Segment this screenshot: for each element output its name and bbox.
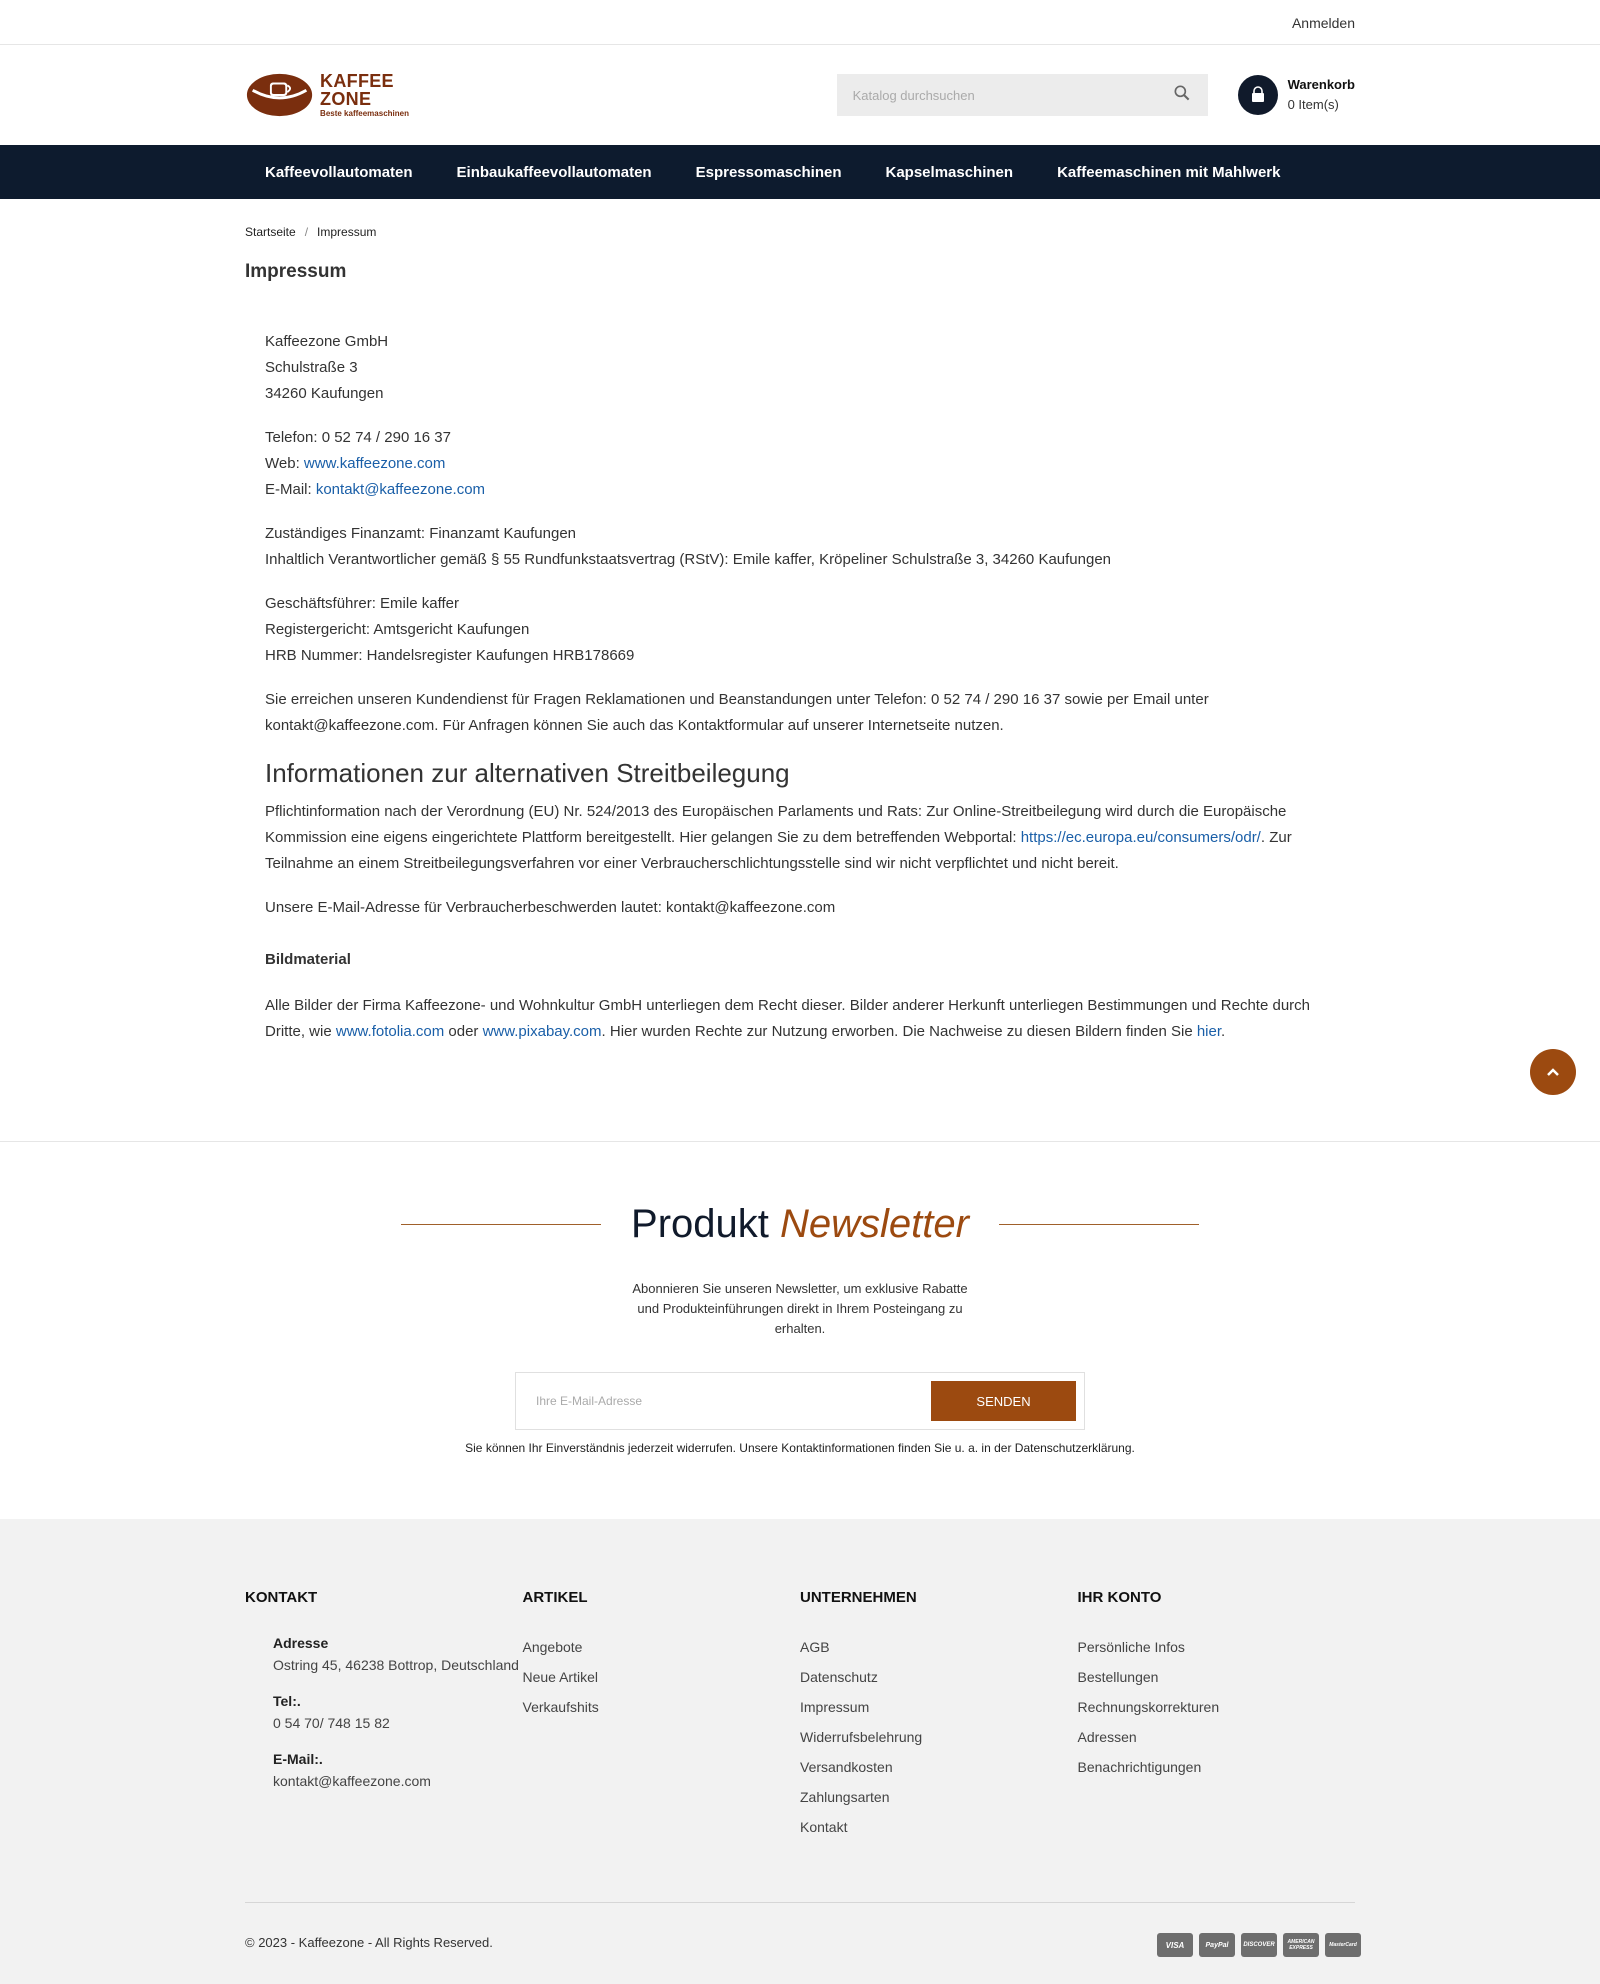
nav-item-einbaukaffeevollautomaten[interactable]: Einbaukaffeevollautomaten bbox=[456, 163, 652, 181]
footer-link-zahlungsarten[interactable]: Zahlungsarten bbox=[800, 1789, 890, 1805]
newsletter-form bbox=[515, 1372, 1085, 1430]
logo-subtitle: Beste kaffeemaschinen bbox=[320, 109, 409, 118]
search-icon[interactable] bbox=[1172, 83, 1192, 108]
company-city: 34260 Kaufungen bbox=[265, 385, 384, 402]
logo-title: KAFFEE ZONE bbox=[320, 71, 394, 109]
tax-block bbox=[265, 521, 1335, 573]
amex-icon: AMERICAN EXPRESS bbox=[1283, 1933, 1319, 1957]
bild-heading: Bildmaterial bbox=[265, 951, 351, 968]
newsletter-section bbox=[0, 1141, 1600, 1519]
newsletter-email-input[interactable] bbox=[536, 1394, 931, 1408]
search-input[interactable] bbox=[853, 88, 1172, 103]
footer-email-label: E-Mail:. bbox=[273, 1751, 323, 1767]
visa-icon: VISA bbox=[1157, 1933, 1193, 1957]
login-link[interactable]: Anmelden bbox=[1291, 14, 1355, 31]
newsletter-divider-left bbox=[401, 1224, 601, 1225]
bild-text-3: . Hier wurden Rechte zur Nutzung erworben. Die Nachweise zu diesen Bildern finden Sie bbox=[601, 1023, 1197, 1040]
footer-link-adressen[interactable]: Adressen bbox=[1077, 1729, 1137, 1745]
footer-divider bbox=[245, 1902, 1355, 1903]
hrb-text: HRB Nummer: Handelsregister Kaufungen HRB178669 bbox=[265, 647, 635, 664]
newsletter-consent-note: Sie können Ihr Einverständnis jederzeit widerrufen. Unsere Kontaktinformationen finden Sie u. a. in der Datenschutzerklärung. bbox=[465, 1441, 1135, 1455]
bild-text-2: oder bbox=[444, 1023, 483, 1040]
footer-tel: 0 54 70/ 748 15 82 bbox=[273, 1715, 390, 1731]
footer-link-versandkosten[interactable]: Versandkosten bbox=[800, 1759, 893, 1775]
payment-methods bbox=[1151, 1933, 1361, 1957]
company-street: Schulstraße 3 bbox=[265, 359, 358, 376]
main-nav bbox=[0, 145, 1600, 199]
cart-count: 0 Item(s) bbox=[1287, 97, 1339, 112]
mastercard-icon: MasterCard bbox=[1325, 1933, 1361, 1957]
footer-link-datenschutz[interactable]: Datenschutz bbox=[800, 1669, 878, 1685]
coffee-cup-logo-icon bbox=[245, 70, 314, 120]
footer-email: kontakt@kaffeezone.com bbox=[273, 1773, 431, 1789]
footer-col-kontakt bbox=[245, 1589, 523, 1842]
footer-artikel-title: ARTIKEL bbox=[522, 1589, 588, 1606]
register-block bbox=[265, 591, 1335, 669]
nav-item-espressomaschinen[interactable]: Espressomaschinen bbox=[695, 163, 842, 181]
hier-link[interactable]: hier bbox=[1196, 1023, 1222, 1040]
search-bar bbox=[837, 74, 1208, 116]
footer-kontakt-title: KONTAKT bbox=[245, 1589, 318, 1606]
bild-text-4: . bbox=[1221, 1023, 1226, 1040]
email-label: E-Mail: bbox=[265, 481, 316, 498]
footer-unternehmen-title: UNTERNEHMEN bbox=[800, 1589, 917, 1606]
newsletter-description: Abonnieren Sie unseren Newsletter, um exklusive Rabatte und Produkteinführungen direkt in Ihrem Posteingang zu erhalten. bbox=[632, 1281, 968, 1336]
nav-item-kapselmaschinen[interactable]: Kapselmaschinen bbox=[885, 163, 1014, 181]
streit-text-1: Pflichtinformation nach der Verordnung (EU) Nr. 524/2013 des Europäischen Parlaments und Rats: Zur Online-Streitbeilegung wird durch die Europäische Kommission eine eigens eingerichtete Plattform bereitgestellt. Hier gelangen Sie zu dem betreffenden Webportal: bbox=[265, 803, 1287, 846]
footer-link-benachrichtigungen[interactable]: Benachrichtigungen bbox=[1077, 1759, 1202, 1775]
footer-tel-label: Tel:. bbox=[273, 1693, 301, 1709]
page-title: Impressum bbox=[245, 261, 347, 282]
breadcrumb bbox=[245, 225, 1355, 239]
header bbox=[0, 45, 1600, 145]
breadcrumb-home[interactable]: Startseite bbox=[245, 225, 296, 239]
beschwerde-text: Unsere E-Mail-Adresse für Verbraucherbeschwerden lautet: kontakt@kaffeezone.com bbox=[265, 899, 836, 916]
email-link[interactable]: kontakt@kaffeezone.com bbox=[315, 481, 486, 498]
footer-link-bestellungen[interactable]: Bestellungen bbox=[1077, 1669, 1159, 1685]
footer-link-neue-artikel[interactable]: Neue Artikel bbox=[522, 1669, 598, 1685]
footer-link-rechnungskorrekturen[interactable]: Rechnungskorrekturen bbox=[1077, 1699, 1220, 1715]
footer-link-impressum[interactable]: Impressum bbox=[800, 1699, 870, 1715]
chevron-up-icon bbox=[1545, 1064, 1561, 1080]
paypal-icon: PayPal bbox=[1199, 1933, 1235, 1957]
newsletter-divider-right bbox=[999, 1224, 1199, 1225]
registergericht-text: Registergericht: Amtsgericht Kaufungen bbox=[265, 621, 530, 638]
footer-link-persoenliche-infos[interactable]: Persönliche Infos bbox=[1077, 1639, 1185, 1655]
newsletter-title bbox=[631, 1202, 969, 1247]
top-bar bbox=[0, 0, 1600, 45]
contact-block bbox=[265, 425, 1335, 503]
footer-link-verkaufshits[interactable]: Verkaufshits bbox=[522, 1699, 599, 1715]
streit-text-2: . Zur Teilnahme an einem Streitbeilegungsverfahren vor einer Verbraucherschlichtungsstelle sind wir nicht verpflichtet und nicht bereit. bbox=[265, 829, 1292, 872]
verantwortlich-text: Inhaltlich Verantwortlicher gemäß § 55 Rundfunkstaatsvertrag (RStV): Emile kaffer, Kröpeliner Schulstraße 3, 34260 Kaufungen bbox=[265, 551, 1112, 568]
footer-link-angebote[interactable]: Angebote bbox=[522, 1639, 583, 1655]
shopping-bag-icon bbox=[1238, 75, 1278, 115]
cart[interactable] bbox=[1238, 75, 1355, 115]
odr-link[interactable]: https://ec.europa.eu/consumers/odr/ bbox=[1020, 829, 1261, 846]
geschaeftsfuehrer-text: Geschäftsführer: Emile kaffer bbox=[265, 595, 459, 612]
nav-item-kaffeevollautomaten[interactable]: Kaffeevollautomaten bbox=[265, 163, 413, 181]
pixabay-link[interactable]: www.pixabay.com bbox=[482, 1023, 602, 1040]
streit-heading: Informationen zur alternativen Streitbeilegung bbox=[265, 758, 790, 788]
finanzamt-text: Zuständiges Finanzamt: Finanzamt Kaufungen bbox=[265, 525, 577, 542]
footer-link-agb[interactable]: AGB bbox=[800, 1639, 830, 1655]
web-label: Web: bbox=[265, 455, 304, 472]
phone-text: Telefon: 0 52 74 / 290 16 37 bbox=[265, 429, 451, 446]
footer-address-label: Adresse bbox=[273, 1635, 329, 1651]
logo[interactable] bbox=[245, 70, 445, 120]
impressum-content bbox=[245, 283, 1355, 1045]
footer bbox=[0, 1519, 1600, 1984]
fotolia-link[interactable]: www.fotolia.com bbox=[335, 1023, 445, 1040]
footer-col-unternehmen bbox=[800, 1589, 1078, 1842]
footer-link-kontakt[interactable]: Kontakt bbox=[800, 1819, 848, 1835]
footer-address: Ostring 45, 46238 Bottrop, Deutschland bbox=[273, 1657, 519, 1673]
discover-icon: DISCOVER bbox=[1241, 1933, 1277, 1957]
copyright: © 2023 - Kaffeezone - All Rights Reserved. bbox=[245, 1935, 493, 1950]
newsletter-title-plain: Produkt bbox=[631, 1202, 769, 1246]
breadcrumb-current: Impressum bbox=[317, 225, 377, 239]
streit-paragraph bbox=[265, 799, 1335, 877]
address-block bbox=[265, 329, 1335, 407]
bild-paragraph bbox=[265, 993, 1335, 1045]
footer-link-widerrufsbelehrung[interactable]: Widerrufsbelehrung bbox=[800, 1729, 923, 1745]
footer-col-artikel bbox=[523, 1589, 801, 1842]
main-content bbox=[245, 225, 1355, 1045]
footer-col-konto bbox=[1078, 1589, 1356, 1842]
newsletter-title-accent: Newsletter bbox=[780, 1202, 969, 1246]
cart-label: Warenkorb bbox=[1287, 77, 1355, 92]
scroll-to-top-button[interactable] bbox=[1530, 1049, 1576, 1095]
newsletter-submit-button[interactable]: SENDEN bbox=[931, 1381, 1076, 1421]
kundendienst-text: Sie erreichen unseren Kundendienst für Fragen Reklamationen und Beanstandungen unter Telefon: 0 52 74 / 290 16 37 sowie per Email unter kontakt@kaffeezone.com. Für Anfragen können Sie auch das Kontaktformular auf unserer Internetseite nutzen. bbox=[265, 691, 1209, 734]
nav-item-kaffeemaschinen-mahlwerk[interactable]: Kaffeemaschinen mit Mahlwerk bbox=[1057, 163, 1281, 181]
web-link[interactable]: www.kaffeezone.com bbox=[303, 455, 446, 472]
bild-text-1: Alle Bilder der Firma Kaffeezone- und Wohnkultur GmbH unterliegen dem Recht dieser. Bilder anderer Herkunft unterliegen Bestimmungen und Rechte durch Dritte, wie bbox=[265, 997, 1310, 1040]
breadcrumb-separator: / bbox=[304, 225, 309, 239]
footer-konto-title: IHR KONTO bbox=[1077, 1589, 1162, 1606]
company-name: Kaffeezone GmbH bbox=[265, 333, 389, 350]
